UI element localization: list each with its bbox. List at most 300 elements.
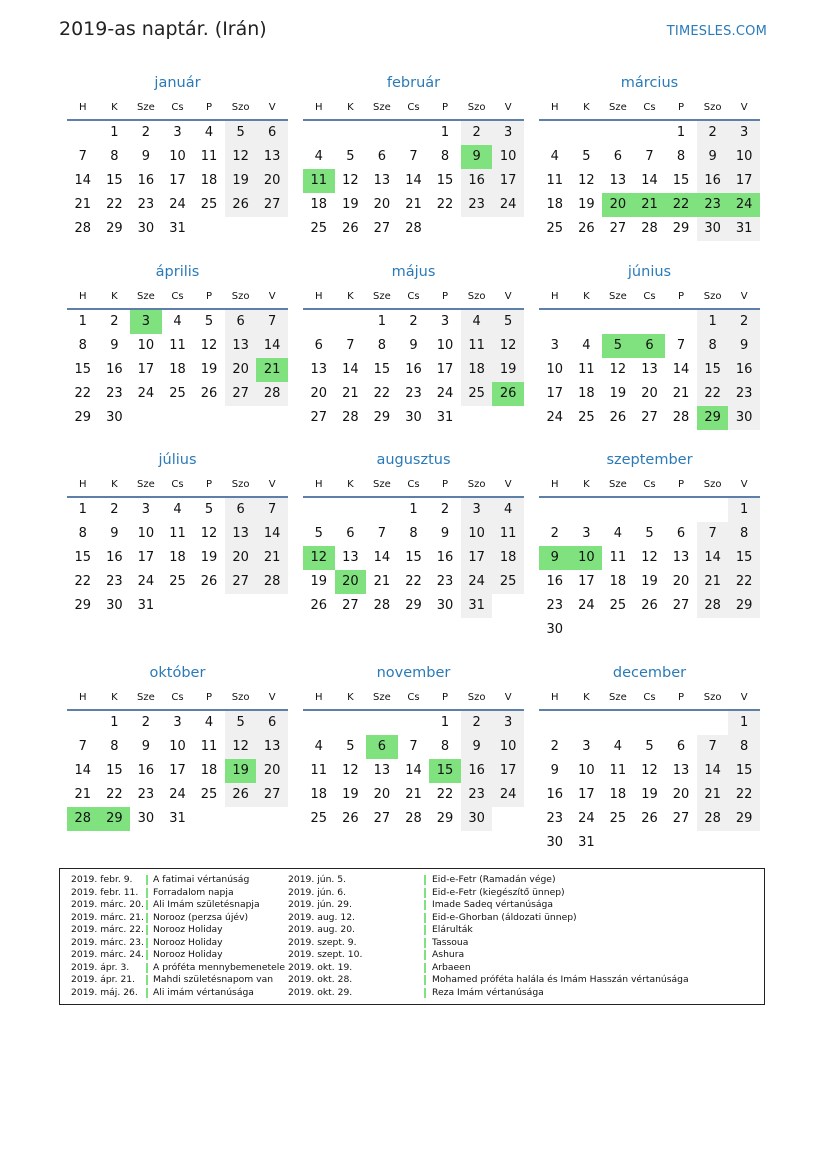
- empty-day-cell: [539, 121, 571, 145]
- day-cell: 19: [578, 197, 595, 212]
- week-row: [539, 807, 760, 831]
- weekday-label: H: [551, 291, 559, 302]
- holiday-name: Mahdi születésnapom van: [153, 974, 274, 985]
- legend-row: [288, 962, 758, 975]
- day-cell: 11: [169, 526, 186, 541]
- day-cell: 24: [578, 598, 595, 613]
- empty-day-cell: [492, 807, 524, 831]
- day-cell: 10: [578, 763, 595, 778]
- day-cell: 12: [641, 763, 658, 778]
- week-row: [539, 522, 760, 546]
- day-cell: 21: [405, 197, 422, 212]
- day-cell: 28: [641, 221, 658, 236]
- holiday-marker: [146, 900, 148, 910]
- day-cell: 18: [169, 362, 186, 377]
- empty-day-cell: [697, 831, 729, 855]
- day-cell: 8: [440, 149, 450, 164]
- empty-day-cell: [492, 406, 524, 430]
- empty-day-cell: [256, 594, 288, 618]
- day-cell: 21: [697, 570, 729, 594]
- day-cell: 4: [204, 125, 214, 140]
- day-cell: 6: [314, 338, 323, 353]
- day-cell: 10: [546, 362, 564, 377]
- holiday-marker: [424, 900, 426, 910]
- weekday-label: P: [678, 479, 685, 490]
- week-row: [539, 310, 760, 334]
- empty-day-cell: [602, 121, 634, 145]
- week-row: [539, 358, 760, 382]
- day-cell: 28: [672, 410, 690, 425]
- weekday-label: Cs: [171, 291, 184, 302]
- week-row: [67, 735, 288, 759]
- day-cell: 10: [461, 522, 493, 546]
- holiday-name: Arbaeen: [432, 961, 471, 973]
- day-cell: 27: [672, 811, 690, 826]
- day-cell: 2: [461, 121, 493, 145]
- holiday-marker: [146, 875, 148, 885]
- day-cell: 25: [200, 197, 218, 212]
- weekday-label: K: [583, 102, 590, 113]
- day-cell: 9: [141, 149, 151, 164]
- day-cell: 3: [728, 121, 760, 145]
- day-cell: 13: [342, 550, 359, 565]
- day-cell: 8: [377, 338, 387, 353]
- day-cell: 6: [676, 526, 686, 541]
- day-cell: 8: [110, 739, 119, 754]
- holiday-day-cell: 9: [539, 546, 571, 570]
- day-cell: 12: [200, 526, 218, 541]
- day-cell: 25: [546, 221, 564, 236]
- weekday-label: Szo: [467, 102, 486, 113]
- empty-day-cell: [193, 594, 225, 618]
- day-cell: 21: [697, 783, 729, 807]
- day-cell: 23: [436, 574, 454, 589]
- day-cell: 28: [697, 594, 729, 618]
- empty-day-cell: [634, 121, 666, 145]
- holiday-day-cell: 19: [225, 759, 257, 783]
- holiday-date: 2019. jún. 6.: [288, 886, 347, 898]
- empty-day-cell: [602, 498, 634, 522]
- holiday-date: 2019. aug. 12.: [288, 911, 355, 923]
- day-cell: 25: [492, 570, 524, 594]
- day-cell: 3: [492, 121, 524, 145]
- empty-day-cell: [225, 807, 257, 831]
- day-cell: 10: [169, 739, 186, 754]
- empty-day-cell: [429, 217, 461, 241]
- day-cell: 26: [310, 598, 328, 613]
- holiday-day-cell: 29: [99, 807, 131, 831]
- week-row: [303, 759, 524, 783]
- day-cell: 28: [373, 598, 391, 613]
- weekday-header: [67, 474, 288, 498]
- day-cell: 7: [256, 310, 288, 334]
- day-cell: 12: [609, 362, 627, 377]
- day-cell: 13: [310, 362, 328, 377]
- weekday-label: Sze: [373, 291, 391, 302]
- day-cell: 23: [546, 598, 564, 613]
- day-cell: 13: [609, 173, 627, 188]
- day-cell: 29: [106, 221, 123, 236]
- empty-day-cell: [398, 711, 430, 735]
- day-cell: 24: [546, 410, 564, 425]
- day-cell: 13: [672, 550, 690, 565]
- day-cell: 1: [676, 125, 686, 140]
- day-cell: 15: [436, 173, 454, 188]
- day-cell: 30: [137, 811, 155, 826]
- month-name: május: [391, 264, 436, 280]
- legend-column-right: [288, 874, 758, 999]
- month-6: [539, 261, 760, 430]
- day-cell: 5: [346, 739, 355, 754]
- holiday-day-cell: 5: [602, 334, 634, 358]
- holiday-day-cell: 20: [602, 193, 634, 217]
- day-cell: 8: [409, 526, 418, 541]
- day-cell: 25: [578, 410, 595, 425]
- day-cell: 17: [137, 550, 155, 565]
- week-row: [303, 217, 524, 241]
- month-9: [539, 449, 760, 642]
- day-cell: 12: [342, 173, 359, 188]
- day-cell: 8: [697, 334, 729, 358]
- month-name: szeptember: [606, 452, 693, 468]
- weekday-label: K: [347, 479, 354, 490]
- weekday-label: K: [347, 102, 354, 113]
- day-cell: 30: [697, 217, 729, 241]
- day-cell: 12: [641, 550, 658, 565]
- weekday-label: Sze: [137, 479, 155, 490]
- page-title: 2019-as naptár. (Irán): [59, 18, 267, 40]
- week-row: [67, 169, 288, 193]
- week-row: [539, 382, 760, 406]
- day-cell: 18: [310, 787, 328, 802]
- day-cell: 5: [645, 739, 654, 754]
- weekday-label: P: [442, 479, 449, 490]
- day-cell: 12: [225, 735, 257, 759]
- day-cell: 26: [641, 598, 658, 613]
- day-cell: 7: [409, 739, 418, 754]
- day-cell: 23: [728, 382, 760, 406]
- day-cell: 29: [728, 807, 760, 831]
- legend-row: [71, 949, 287, 962]
- day-cell: 24: [492, 783, 524, 807]
- day-cell: 4: [173, 502, 182, 517]
- day-cell: 24: [578, 811, 595, 826]
- day-cell: 10: [492, 145, 524, 169]
- empty-day-cell: [665, 711, 697, 735]
- day-cell: 28: [405, 811, 422, 826]
- day-cell: 15: [728, 546, 760, 570]
- holiday-marker: [146, 888, 148, 898]
- day-cell: 15: [728, 759, 760, 783]
- day-cell: 4: [314, 149, 323, 164]
- weekday-label: Sze: [609, 692, 627, 703]
- weekday-header: [303, 97, 524, 121]
- day-cell: 29: [373, 410, 391, 425]
- week-row: [67, 121, 288, 145]
- day-cell: 28: [405, 221, 422, 236]
- day-cell: 14: [74, 763, 92, 778]
- weekday-label: P: [442, 692, 449, 703]
- holiday-date: 2019. okt. 19.: [288, 961, 353, 973]
- weekday-header: [539, 97, 760, 121]
- holiday-marker: [146, 950, 148, 960]
- weekday-label: V: [268, 102, 276, 113]
- day-cell: 1: [78, 502, 87, 517]
- day-cell: 25: [310, 811, 328, 826]
- day-cell: 17: [461, 546, 493, 570]
- weekday-label: P: [442, 102, 449, 113]
- day-cell: 3: [141, 502, 151, 517]
- day-cell: 16: [137, 763, 155, 778]
- weekday-label: K: [347, 692, 354, 703]
- holiday-day-cell: 3: [130, 310, 162, 334]
- holiday-day-cell: 10: [571, 546, 603, 570]
- day-cell: 31: [461, 594, 493, 618]
- day-cell: 19: [342, 197, 359, 212]
- empty-day-cell: [193, 807, 225, 831]
- day-cell: 16: [461, 169, 493, 193]
- holiday-day-cell: 15: [429, 759, 461, 783]
- week-row: [539, 759, 760, 783]
- holiday-marker: [146, 975, 148, 985]
- weekday-header: [67, 97, 288, 121]
- day-cell: 11: [200, 149, 218, 164]
- empty-day-cell: [225, 406, 257, 430]
- day-cell: 23: [106, 386, 123, 401]
- week-row: [67, 546, 288, 570]
- week-row: [539, 831, 760, 855]
- weekday-header: [539, 687, 760, 711]
- day-cell: 9: [110, 338, 119, 353]
- day-cell: 16: [546, 574, 564, 589]
- empty-day-cell: [634, 618, 666, 642]
- empty-day-cell: [162, 406, 194, 430]
- empty-day-cell: [193, 217, 225, 241]
- day-cell: 2: [550, 739, 559, 754]
- legend-column-left: [71, 874, 287, 999]
- weekday-label: Cs: [643, 479, 656, 490]
- day-cell: 25: [169, 386, 186, 401]
- day-cell: 19: [641, 574, 658, 589]
- day-cell: 9: [461, 735, 493, 759]
- day-cell: 17: [492, 759, 524, 783]
- day-cell: 26: [342, 221, 359, 236]
- holiday-marker: [146, 963, 148, 973]
- day-cell: 8: [728, 522, 760, 546]
- day-cell: 24: [492, 193, 524, 217]
- day-cell: 8: [110, 149, 119, 164]
- weekday-label: P: [206, 692, 213, 703]
- holiday-day-cell: 28: [67, 807, 99, 831]
- day-cell: 2: [110, 314, 119, 329]
- day-cell: 22: [436, 787, 454, 802]
- day-cell: 30: [405, 410, 422, 425]
- holiday-day-cell: 6: [366, 735, 398, 759]
- holiday-name: Norooz Holiday: [153, 936, 223, 948]
- empty-day-cell: [728, 618, 760, 642]
- holiday-name: Norooz Holiday: [153, 924, 223, 935]
- day-cell: 16: [106, 362, 123, 377]
- holiday-marker: [424, 925, 426, 935]
- legend-row: [71, 974, 287, 987]
- holiday-date: 2019. márc. 20.: [71, 899, 144, 910]
- week-row: [67, 807, 288, 831]
- legend-row: [71, 962, 287, 975]
- weekday-label: Szo: [231, 479, 250, 490]
- day-cell: 19: [200, 550, 218, 565]
- day-cell: 17: [546, 386, 564, 401]
- day-cell: 19: [641, 787, 658, 802]
- holiday-marker: [146, 988, 148, 998]
- holiday-date: 2019. szept. 9.: [288, 936, 357, 948]
- empty-day-cell: [193, 406, 225, 430]
- empty-day-cell: [303, 310, 335, 334]
- week-row: [303, 406, 524, 430]
- weekday-label: Szo: [467, 692, 486, 703]
- day-cell: 17: [137, 362, 155, 377]
- day-cell: 14: [74, 173, 92, 188]
- day-cell: 24: [436, 386, 454, 401]
- day-cell: 13: [373, 173, 391, 188]
- weekday-label: Szo: [703, 102, 722, 113]
- holiday-date: 2019. máj. 26.: [71, 986, 138, 998]
- day-cell: 20: [373, 787, 391, 802]
- day-cell: 1: [728, 711, 760, 735]
- holiday-name: Ali Imám születésnapja: [153, 899, 260, 910]
- day-cell: 8: [676, 149, 686, 164]
- day-cell: 5: [645, 526, 654, 541]
- day-cell: 6: [613, 149, 623, 164]
- day-cell: 20: [373, 197, 391, 212]
- day-cell: 1: [440, 125, 450, 140]
- weekday-label: V: [504, 291, 512, 302]
- day-cell: 19: [609, 386, 627, 401]
- day-cell: 8: [728, 735, 760, 759]
- holiday-marker: [424, 938, 426, 948]
- day-cell: 23: [461, 193, 493, 217]
- week-row: [539, 735, 760, 759]
- day-cell: 7: [346, 338, 355, 353]
- day-cell: 3: [461, 498, 493, 522]
- weekday-label: Cs: [171, 102, 184, 113]
- weekday-label: V: [268, 692, 276, 703]
- legend-row: [71, 924, 287, 937]
- weekday-label: Cs: [407, 291, 420, 302]
- holiday-date: 2019. febr. 11.: [71, 886, 139, 898]
- day-cell: 9: [697, 145, 729, 169]
- day-cell: 31: [436, 410, 454, 425]
- day-cell: 17: [578, 787, 595, 802]
- day-cell: 22: [106, 197, 123, 212]
- week-row: [303, 522, 524, 546]
- day-cell: 20: [641, 386, 658, 401]
- day-cell: 2: [697, 121, 729, 145]
- empty-day-cell: [571, 711, 603, 735]
- day-cell: 5: [204, 314, 214, 329]
- day-cell: 24: [169, 787, 186, 802]
- weekday-label: Sze: [137, 692, 155, 703]
- weekday-label: H: [315, 102, 323, 113]
- legend-row: [288, 899, 758, 912]
- weekday-label: Sze: [137, 291, 155, 302]
- empty-day-cell: [256, 807, 288, 831]
- weekday-label: Szo: [703, 692, 722, 703]
- empty-day-cell: [697, 711, 729, 735]
- holiday-name: Elárulták: [432, 924, 473, 935]
- weekday-label: H: [79, 102, 87, 113]
- month-name: április: [155, 264, 200, 280]
- day-cell: 22: [106, 787, 123, 802]
- day-cell: 4: [492, 498, 524, 522]
- day-cell: 11: [609, 763, 627, 778]
- empty-day-cell: [539, 498, 571, 522]
- day-cell: 10: [436, 338, 454, 353]
- month-name: október: [149, 665, 206, 681]
- empty-day-cell: [602, 831, 634, 855]
- week-row: [67, 594, 288, 618]
- empty-day-cell: [634, 498, 666, 522]
- day-cell: 15: [74, 362, 92, 377]
- day-cell: 30: [461, 807, 493, 831]
- day-cell: 15: [373, 362, 391, 377]
- day-cell: 14: [405, 763, 422, 778]
- holiday-date: 2019. ápr. 21.: [71, 974, 136, 985]
- day-cell: 3: [173, 715, 182, 730]
- day-cell: 17: [169, 763, 186, 778]
- month-7: [67, 449, 288, 618]
- month-11: [303, 662, 524, 831]
- week-row: [539, 618, 760, 642]
- day-cell: 26: [200, 386, 218, 401]
- day-cell: 6: [346, 526, 355, 541]
- day-cell: 30: [106, 598, 123, 613]
- empty-day-cell: [366, 121, 398, 145]
- empty-day-cell: [366, 498, 398, 522]
- day-cell: 21: [342, 386, 359, 401]
- week-row: [539, 546, 760, 570]
- site-brand-link[interactable]: TIMESLES.COM: [666, 24, 767, 39]
- day-cell: 13: [373, 763, 391, 778]
- holiday-marker: [146, 938, 148, 948]
- weekday-label: K: [111, 479, 118, 490]
- weekday-label: V: [504, 692, 512, 703]
- day-cell: 4: [550, 149, 559, 164]
- holiday-marker: [424, 963, 426, 973]
- day-cell: 8: [78, 338, 87, 353]
- holiday-name: Forradalom napja: [153, 886, 234, 898]
- legend-row: [288, 987, 758, 1000]
- week-row: [303, 498, 524, 522]
- day-cell: 1: [78, 314, 87, 329]
- empty-day-cell: [398, 121, 430, 145]
- month-12: [539, 662, 760, 855]
- week-row: [303, 735, 524, 759]
- empty-day-cell: [539, 310, 571, 334]
- legend-row: [288, 937, 758, 950]
- day-cell: 10: [137, 338, 155, 353]
- holiday-day-cell: 24: [728, 193, 760, 217]
- day-cell: 30: [546, 622, 564, 637]
- week-row: [303, 546, 524, 570]
- day-cell: 30: [436, 598, 454, 613]
- month-name: augusztus: [376, 452, 451, 468]
- holiday-date: 2019. márc. 22.: [71, 924, 144, 935]
- empty-day-cell: [335, 498, 367, 522]
- weekday-header: [539, 286, 760, 310]
- day-cell: 18: [169, 550, 186, 565]
- day-cell: 2: [440, 502, 450, 517]
- empty-day-cell: [303, 498, 335, 522]
